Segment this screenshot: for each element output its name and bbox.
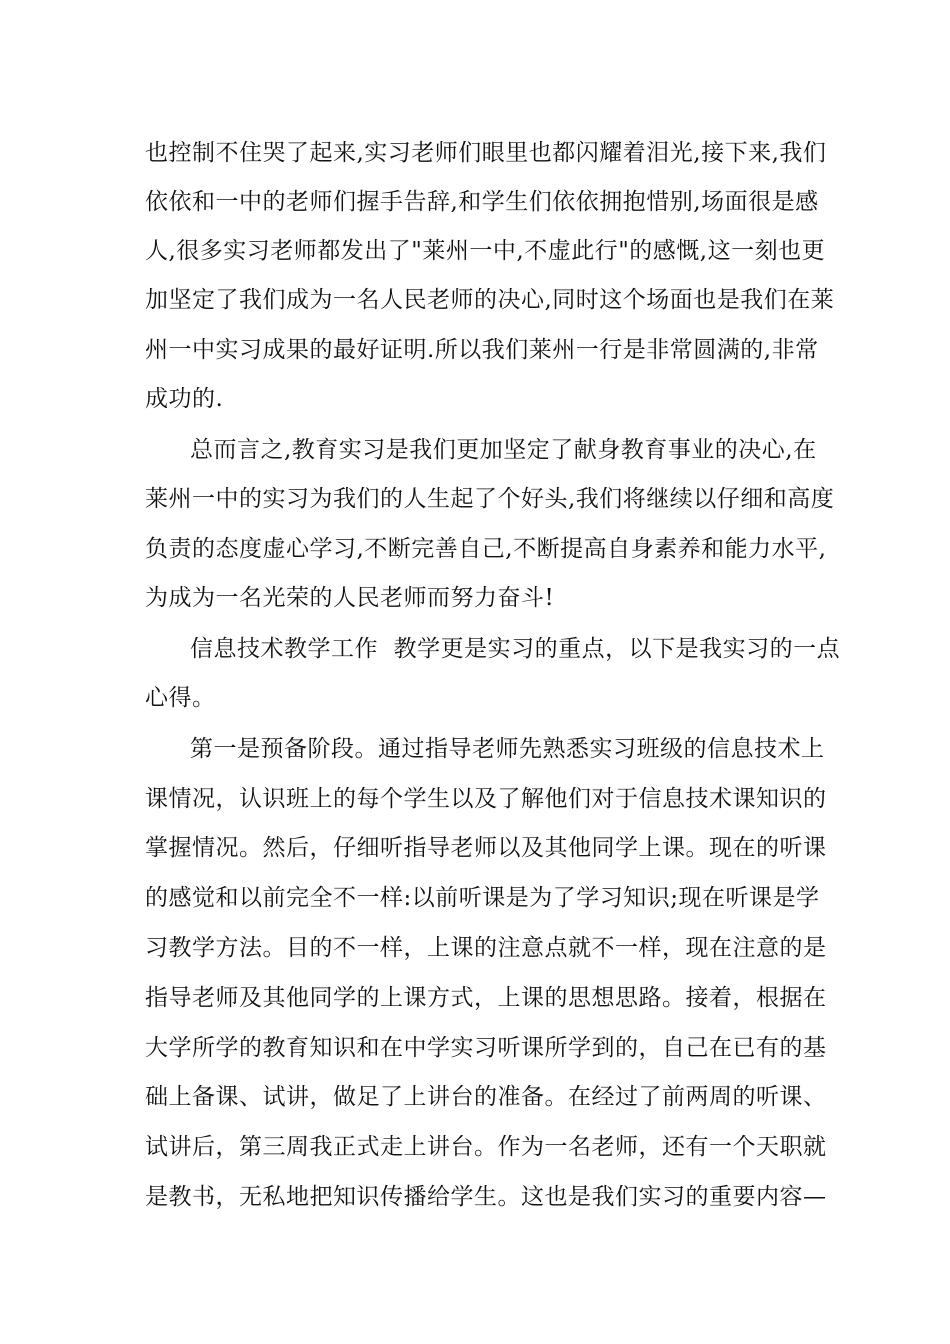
text-line: 人,很多实习老师都发出了"莱州一中,不虚此行"的感慨,这一刻也更 (145, 238, 826, 264)
text-line: 为成为一名光荣的人民老师而努力奋斗! (145, 585, 555, 611)
text-line: 州一中实习成果的最好证明.所以我们莱州一行是非常圆满的,非常 (145, 337, 819, 363)
paragraph-first-line: 第一是预备阶段。通过指导老师先熟悉实习班级的信息技术上 (190, 736, 825, 762)
text-line: 心得。 (145, 685, 216, 711)
paragraph-first-line: 总而言之,教育实习是我们更加坚定了献身教育事业的决心,在 (190, 437, 817, 463)
text-line: 础上备课、试讲，做足了上讲台的准备。在经过了前两周的听课、 (145, 1084, 827, 1110)
text-line: 是教书，无私地把知识传播给学生。这也是我们实习的重要内容— (145, 1184, 827, 1210)
text-line: 莱州一中的实习为我们的人生起了个好头,我们将继续以仔细和高度 (145, 486, 835, 512)
text-line: 试讲后，第三周我正式走上讲台。作为一名老师，还有一个天职就 (145, 1134, 827, 1160)
text-line: 负责的态度虚心学习,不断完善自己,不断提高自身素养和能力水平, (145, 536, 827, 562)
text-line: 习教学方法。目的不一样，上课的注意点就不一样，现在注意的是 (145, 935, 827, 961)
text-line: 依依和一中的老师们握手告辞,和学生们依依拥抱惜别,场面很是感 (145, 189, 819, 215)
text-line: 的感觉和以前完全不一样:以前听课是为了学习知识;现在听课是学 (145, 885, 820, 911)
text-line: 掌握情况。然后，仔细听指导老师以及其他同学上课。现在的听课 (145, 835, 827, 861)
text-line: 加坚定了我们成为一名人民老师的决心,同时这个场面也是我们在莱 (145, 287, 835, 313)
text-line: 大学所学的教育知识和在中学实习听课所学到的，自己在已有的基 (145, 1035, 827, 1061)
paragraph-first-line: 信息技术教学工作 教学更是实习的重点，以下是我实习的一点 (190, 636, 841, 662)
text-line: 成功的. (145, 386, 224, 412)
text-line: 也控制不住哭了起来,实习老师们眼里也都闪耀着泪光,接下来,我们 (145, 140, 827, 166)
text-line: 指导老师及其他同学的上课方式，上课的思想思路。接着，根据在 (145, 985, 827, 1011)
text-line: 课情况，认识班上的每个学生以及了解他们对于信息技术课知识的 (145, 786, 827, 812)
